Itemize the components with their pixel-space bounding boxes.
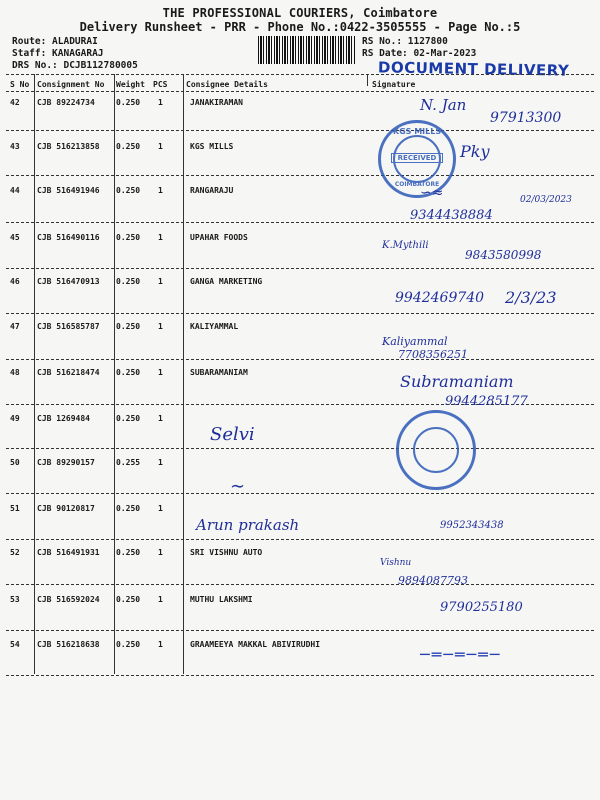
row-pcs: 1 <box>158 548 163 557</box>
tamil-stamp-row-54: ─═─═─═─ <box>420 645 502 664</box>
runsheet-subtitle: Delivery Runsheet - PRR - Phone No.:0422-3505555 - Page No.:5 <box>79 20 521 34</box>
row-weight: 0.255 <box>116 458 141 467</box>
row-sno: 49 <box>10 414 20 423</box>
row-weight: 0.250 <box>116 640 141 649</box>
company-title: THE PROFESSIONAL COURIERS, Coimbatore <box>162 6 438 20</box>
row-sno: 54 <box>10 640 20 649</box>
row-pcs: 1 <box>158 595 163 604</box>
handwritten-date-row-44: 02/03/2023 <box>520 195 572 205</box>
row-pcs: 1 <box>158 414 163 423</box>
handwritten-phone-row-52: 9894087793 <box>398 574 468 587</box>
handwritten-date-row-46: 2/3/23 <box>505 288 557 307</box>
row-sno: 51 <box>10 504 20 513</box>
drs-number: DRS No.: DCJB112780005 <box>12 60 138 71</box>
row-weight: 0.250 <box>116 548 141 557</box>
handwritten-phone-row-45: 9843580998 <box>465 248 542 262</box>
row-weight: 0.250 <box>116 595 141 604</box>
row-sno: 43 <box>10 142 20 151</box>
seal-bottom-text: COIMBATORE <box>394 181 440 188</box>
row-consignment-no: CJB 516218638 <box>37 640 100 649</box>
signature-row-47: Kaliyammal <box>382 335 448 348</box>
row-consignment-no: CJB 516491946 <box>37 186 100 195</box>
row-consignee: MUTHU LAKSHMI <box>190 595 253 604</box>
row-consignee: GANGA MARKETING <box>190 277 263 286</box>
row-consignment-no: CJB 89290157 <box>37 458 95 467</box>
kgs-mills-seal <box>378 120 456 198</box>
row-weight: 0.250 <box>116 142 141 151</box>
rs-date: RS Date: 02-Mar-2023 <box>362 48 477 59</box>
row-sno: 53 <box>10 595 20 604</box>
col-header-signature: Signature <box>372 80 416 89</box>
row-sno: 47 <box>10 322 20 331</box>
row-sno: 50 <box>10 458 20 467</box>
row-consignee: RANGARAJU <box>190 186 234 195</box>
col-header-sno: S No <box>10 80 30 89</box>
row-weight: 0.250 <box>116 368 141 377</box>
col-header-pcs: PCS <box>153 80 168 89</box>
handwritten-phone-row-46: 9942469740 <box>395 290 485 306</box>
handwritten-phone-row-44: 9344438884 <box>410 208 493 223</box>
row-weight: 0.250 <box>116 186 141 195</box>
row-consignment-no: CJB 516491931 <box>37 548 100 557</box>
row-divider <box>6 130 594 131</box>
row-pcs: 1 <box>158 98 163 107</box>
column-divider <box>367 74 368 86</box>
row-divider <box>6 359 594 360</box>
signature-row-42: N. Jan <box>420 96 467 114</box>
row-sno: 52 <box>10 548 20 557</box>
col-header-weight: Weight <box>116 80 145 89</box>
row-pcs: 1 <box>158 233 163 242</box>
row-pcs: 1 <box>158 504 163 513</box>
row-consignment-no: CJB 516213858 <box>37 142 100 151</box>
handwritten-phone-row-48: 9944285177 <box>445 394 528 409</box>
row-consignee: KALIYAMMAL <box>190 322 239 331</box>
row-weight: 0.250 <box>116 277 141 286</box>
handwritten-phone-row-42: 97913300 <box>490 110 562 126</box>
row-sno: 44 <box>10 186 20 195</box>
row-consignee: GRAAMEEYA MAKKAL ABIVIRUDHI <box>190 640 321 649</box>
handwritten-phone-row-47: 7708356251 <box>398 348 468 361</box>
document-delivery-stamp: DOCUMENT DELIVERY <box>377 58 570 80</box>
row-sno: 46 <box>10 277 20 286</box>
row-divider <box>6 448 594 449</box>
row-weight: 0.250 <box>116 504 141 513</box>
row-pcs: 1 <box>158 640 163 649</box>
rs-number: RS No.: 1127800 <box>362 36 448 47</box>
header-bottom-rule <box>6 91 594 92</box>
row-consignment-no: CJB 516470913 <box>37 277 100 286</box>
signature-row-50: ∼ <box>230 476 246 497</box>
signature-row-43: Pky <box>460 142 490 161</box>
row-divider <box>6 630 594 631</box>
row-consignment-no: CJB 516592024 <box>37 595 100 604</box>
signature-row-44: ∽≈ <box>420 185 444 201</box>
col-header-consignee: Consignee Details <box>186 80 268 89</box>
row-consignee: KGS MILLS <box>190 142 234 151</box>
row-pcs: 1 <box>158 368 163 377</box>
header-top-rule <box>6 74 594 75</box>
row-divider <box>6 584 594 585</box>
row-divider <box>6 175 594 176</box>
row-divider <box>6 493 594 494</box>
row-divider <box>6 268 594 269</box>
row-divider <box>6 539 594 540</box>
barcode <box>258 36 356 64</box>
row-pcs: 1 <box>158 322 163 331</box>
row-divider <box>6 222 594 223</box>
row-sno: 48 <box>10 368 20 377</box>
row-weight: 0.250 <box>116 322 141 331</box>
row-divider <box>6 675 594 676</box>
signature-row-48: Subramaniam <box>400 372 514 391</box>
row-consignment-no: CJB 89224734 <box>37 98 95 107</box>
seal-top-text: KGS MILLS <box>392 127 442 136</box>
india-post-seal <box>396 410 476 490</box>
row-weight: 0.250 <box>116 98 141 107</box>
route-label: Route: ALADURAI <box>12 36 98 47</box>
row-pcs: 1 <box>158 186 163 195</box>
handwritten-phone-row-51: 9952343438 <box>440 520 504 531</box>
row-pcs: 1 <box>158 277 163 286</box>
row-weight: 0.250 <box>116 233 141 242</box>
signature-row-45: K.Mythili <box>382 240 429 251</box>
signature-row-51: Arun prakash <box>196 516 300 534</box>
row-pcs: 1 <box>158 458 163 467</box>
row-consignment-no: CJB 516490116 <box>37 233 100 242</box>
row-consignment-no: CJB 90120817 <box>37 504 95 513</box>
row-consignment-no: CJB 516218474 <box>37 368 100 377</box>
row-sno: 42 <box>10 98 20 107</box>
staff-label: Staff: KANAGARAJ <box>12 48 104 59</box>
row-consignment-no: CJB 516585787 <box>37 322 100 331</box>
signature-row-49: Selvi <box>210 424 255 445</box>
row-consignment-no: CJB 1269484 <box>37 414 90 423</box>
row-divider <box>6 313 594 314</box>
row-consignee: JANAKIRAMAN <box>190 98 243 107</box>
row-consignee: SUBARAMANIAM <box>190 368 248 377</box>
row-pcs: 1 <box>158 142 163 151</box>
col-header-consignment: Consignment No <box>37 80 105 89</box>
row-consignee: SRI VISHNU AUTO <box>190 548 263 557</box>
handwritten-phone-row-53: 9790255180 <box>440 600 523 615</box>
row-sno: 45 <box>10 233 20 242</box>
row-weight: 0.250 <box>116 414 141 423</box>
seal-received-text: RECEIVED <box>391 153 443 163</box>
signature-row-52: Vishnu <box>380 558 412 568</box>
row-consignee: UPAHAR FOODS <box>190 233 248 242</box>
